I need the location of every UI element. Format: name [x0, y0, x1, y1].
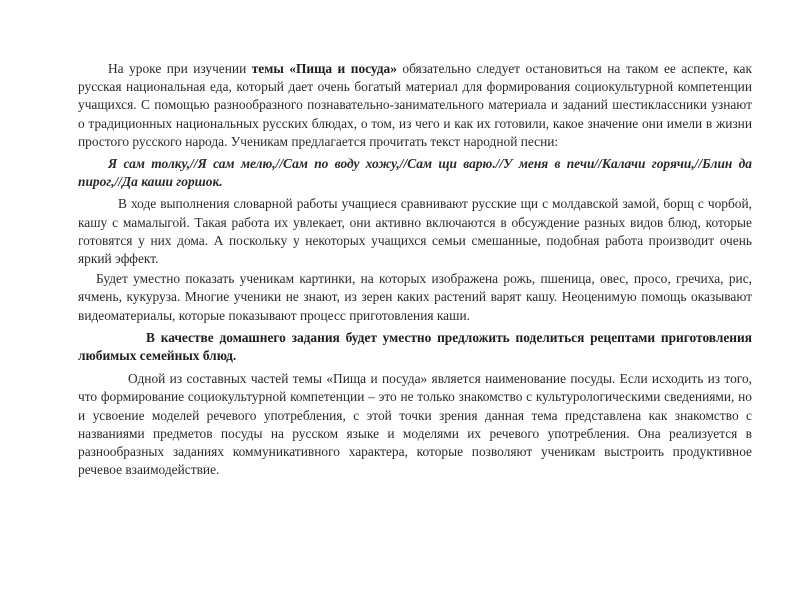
paragraph-vocabulary: В ходе выполнения словарной работы учащиеся сравнивают русские щи с молдавской замой, борщ с чорбой, кашу с мамалыгой. Такая работа их увлекает, они активно включаются в обсуждение разных видов блюд, которые готовятся у них дома. А поскольку у некоторых учащихся семьи смешанные, подобная работа производит очень яркий эффект.	[78, 196, 752, 267]
paragraph-homework	[78, 329, 752, 365]
intro-rest: обязательно следует остановиться на таком ее аспекте, как русская национальная еда, который дает очень богатый материал для формирования социокультурной компетенции учащихся. С помощью разнообразного познавательно-занимательного материала и заданий шестиклассники узнают о традиционных национальных русских блюдах, о том, из чего и как их готовили, какое значение они имели в жизни простого русского народа. Ученикам предлагается прочитать текст народной песни:	[78, 61, 753, 149]
paragraph-dishes: Одной из составных частей темы «Пища и посуда» является наименование посуды. Если исходить из того, что формирование социокультурной компетенции – это не только знакомство с культурологическими сведениями, но и усвоение моделей речевого употребления, с этой точки зрения данная тема представлена как знакомство с названиями предметов посуды на русском языке и моделями их речевого употребления. Она реализуется в разнообразных заданиях коммуникативного характера, которые позволяют ученикам выстроить продуктивное речевое взаимодействие.	[78, 371, 752, 478]
paragraph-pictures: Будет уместно показать ученикам картинки, на которых изображена рожь, пшеница, овес, просо, гречиха, рис, ячмень, кукуруза. Многие ученики не знают, из зерен каких растений варят кашу. Неоценимую помощь оказывают видеоматериалы, которые показывают процесс приготовления каши.	[78, 271, 752, 323]
intro-text: На уроке при изучении	[108, 61, 252, 76]
homework-text: В качестве домашнего задания будет уместно предложить поделиться рецептами приготовления любимых семейных блюд.	[78, 329, 752, 364]
paragraph-intro	[78, 60, 752, 151]
folk-song-text: Я сам толку,//Я сам мелю,//Сам по воду хожу,//Сам щи варю.//У меня в печи//Калачи горячи,//Блин да пирог,//Да каши горшок.	[78, 156, 752, 190]
document-page	[78, 60, 752, 481]
theme-title: темы «Пища и посуда»	[251, 61, 397, 76]
